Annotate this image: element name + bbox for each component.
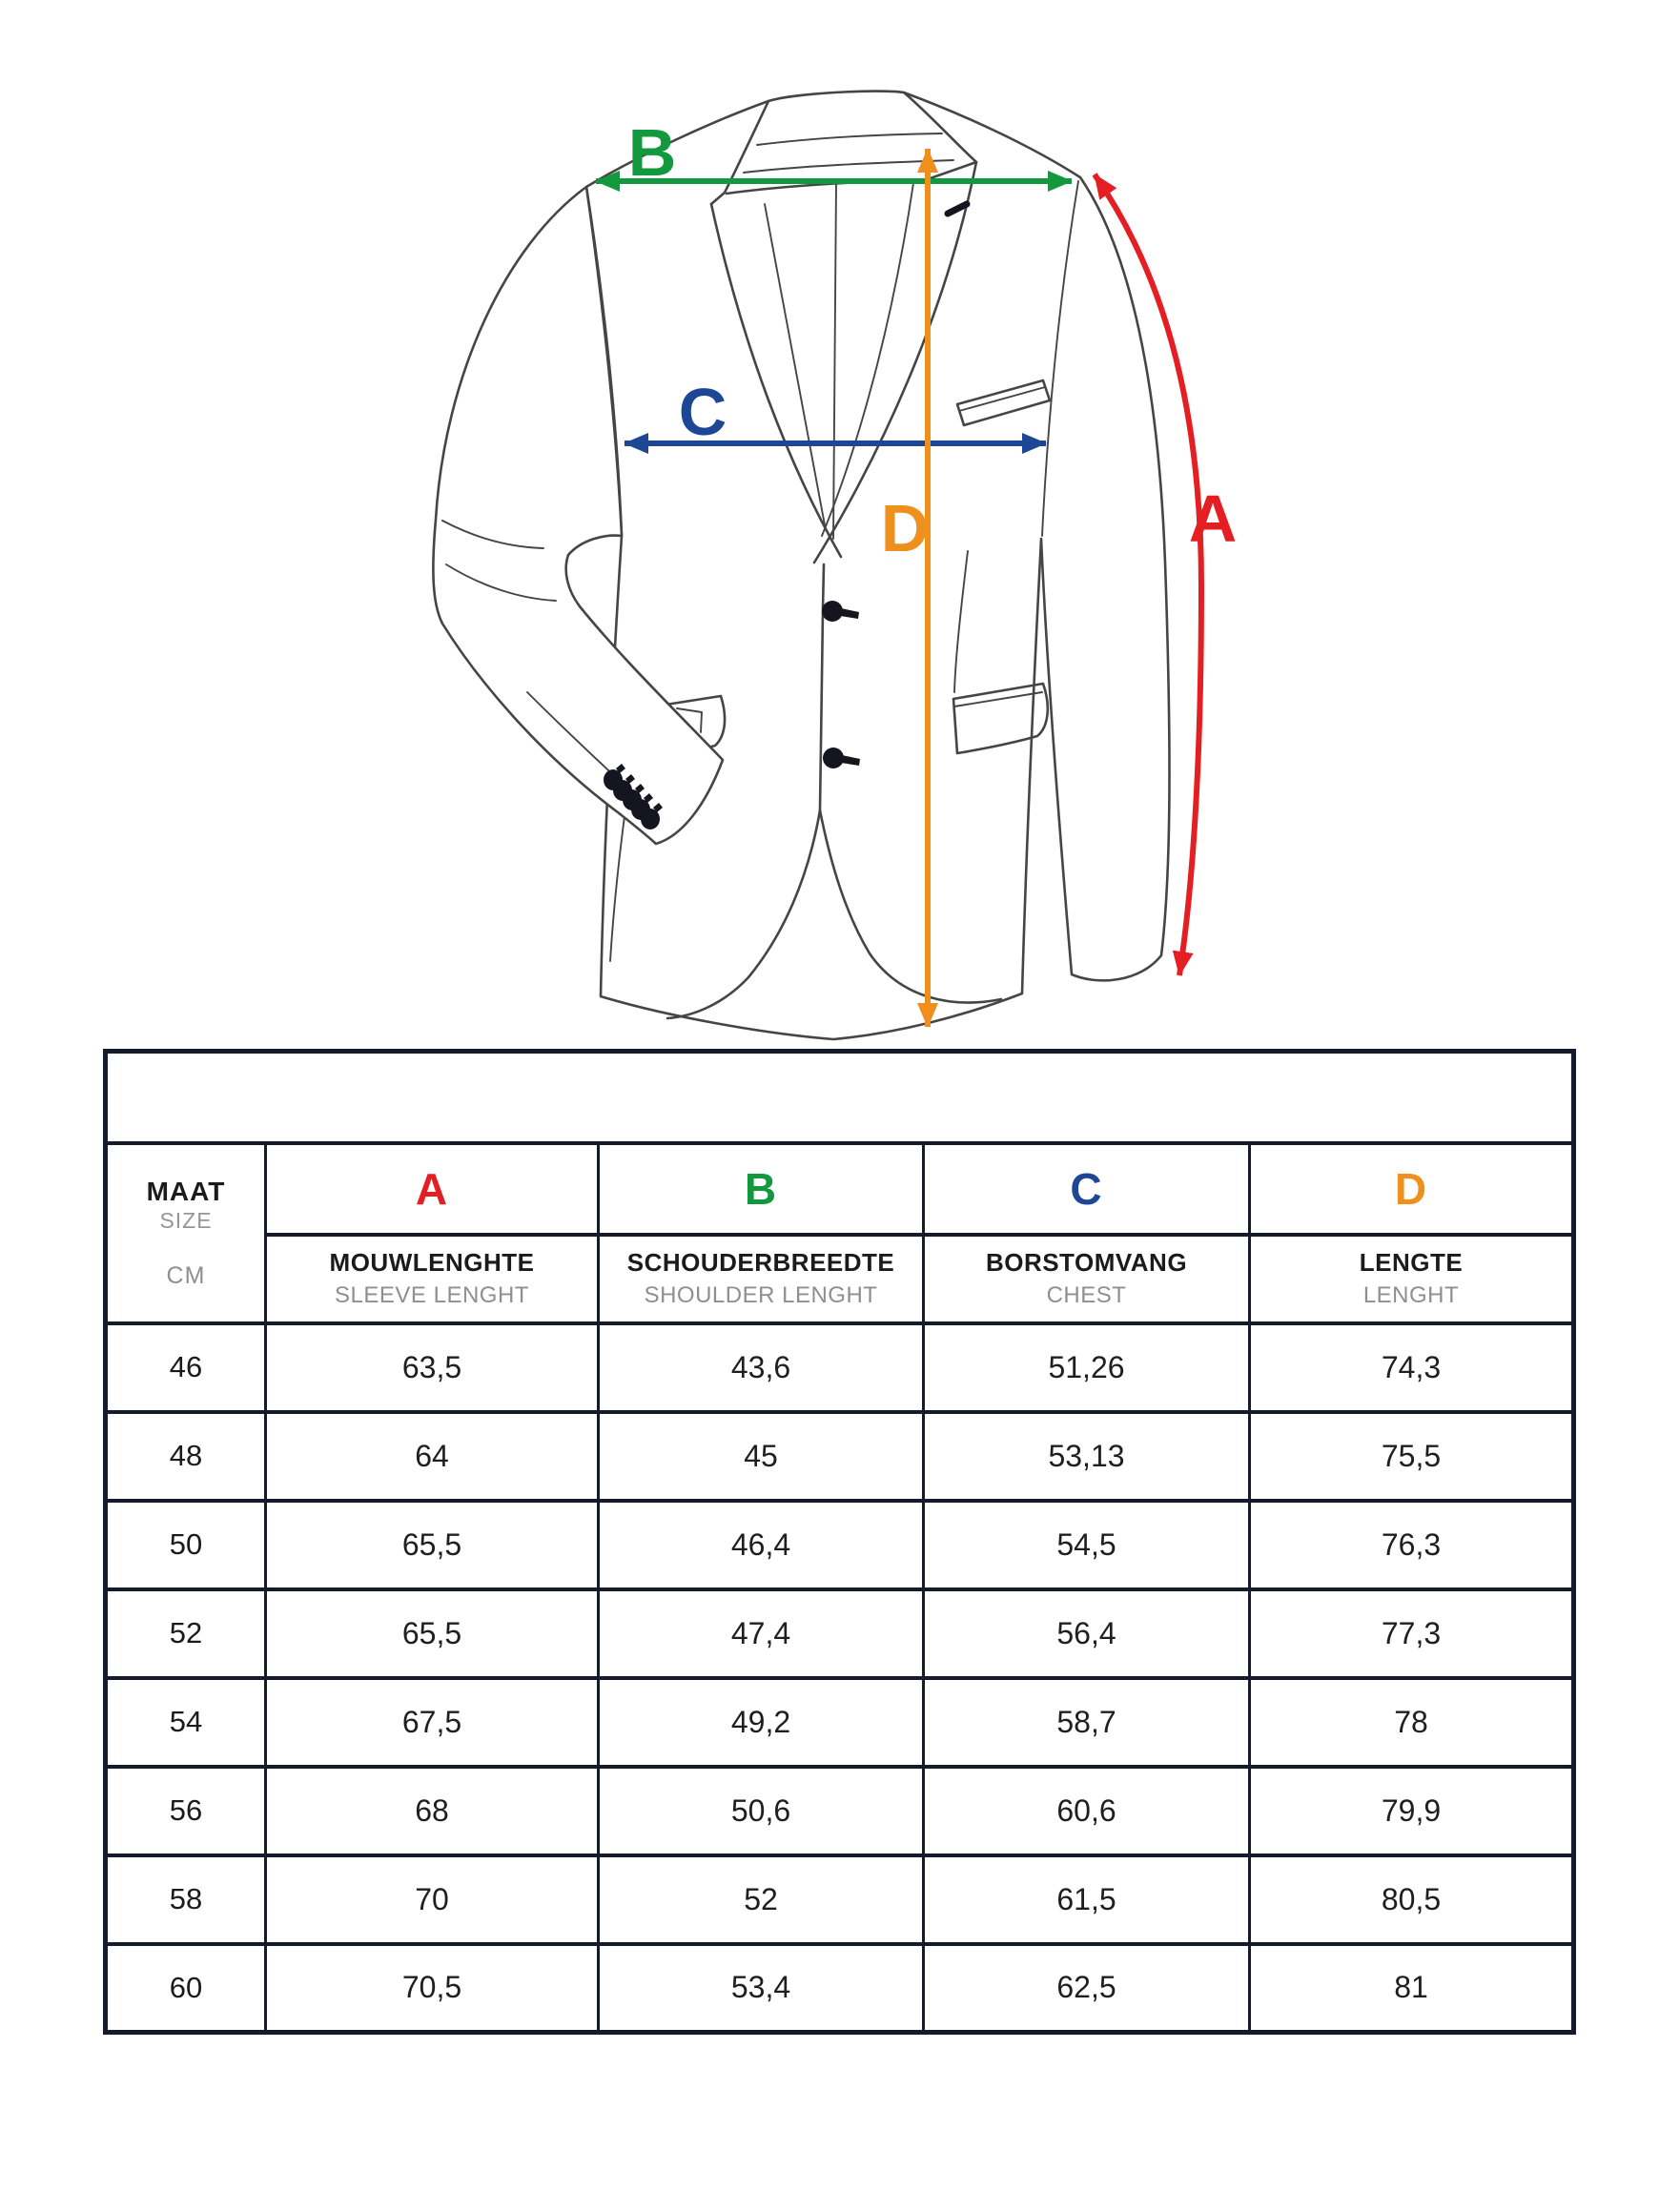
column-letter-d: D <box>1250 1143 1574 1235</box>
value-b: 45 <box>599 1412 924 1501</box>
button-top <box>822 601 843 622</box>
size-cell: 56 <box>106 1767 266 1855</box>
size-cell: 46 <box>106 1323 266 1412</box>
table-title-row <box>106 1052 1574 1143</box>
label-nl: MOUWLENGHTE <box>329 1248 535 1278</box>
label-d: D <box>880 491 930 565</box>
value-a: 70,5 <box>266 1944 599 2033</box>
value-c: 53,13 <box>924 1412 1250 1501</box>
value-b: 47,4 <box>599 1589 924 1678</box>
size-cell: 60 <box>106 1944 266 2033</box>
column-letter-a: A <box>266 1143 599 1235</box>
table-row <box>106 1589 1574 1678</box>
label-nl: LENGTE <box>1359 1248 1464 1278</box>
size-cell: 58 <box>106 1855 266 1944</box>
value-d: 75,5 <box>1250 1412 1574 1501</box>
size-cell: 54 <box>106 1678 266 1767</box>
value-a: 64 <box>266 1412 599 1501</box>
value-b: 43,6 <box>599 1323 924 1412</box>
label-en: SLEEVE LENGHT <box>335 1281 529 1308</box>
label-en: LENGHT <box>1362 1281 1460 1308</box>
size-header-subtitle: SIZE <box>159 1207 213 1233</box>
size-cell: 48 <box>106 1412 266 1501</box>
table-label-header-row <box>106 1235 1574 1323</box>
column-letter-c: C <box>924 1143 1250 1235</box>
label-c: C <box>678 375 727 449</box>
jacket-body-outline <box>586 92 1170 1039</box>
table-row <box>106 1501 1574 1589</box>
table-row <box>106 1944 1574 2033</box>
label-b: B <box>627 115 677 190</box>
value-d: 79,9 <box>1250 1767 1574 1855</box>
value-c: 51,26 <box>924 1323 1250 1412</box>
button-bottom <box>823 748 844 768</box>
value-b: 53,4 <box>599 1944 924 2033</box>
column-label-d <box>1250 1235 1574 1323</box>
value-d: 76,3 <box>1250 1501 1574 1589</box>
table-row <box>106 1323 1574 1412</box>
label-a: A <box>1188 481 1238 556</box>
label-nl: SCHOUDERBREEDTE <box>626 1248 895 1278</box>
size-table-body <box>106 1323 1574 2033</box>
value-a: 65,5 <box>266 1501 599 1589</box>
value-a: 70 <box>266 1855 599 1944</box>
value-d: 78 <box>1250 1678 1574 1767</box>
size-header-unit: CM <box>166 1262 206 1290</box>
column-letter-b: B <box>599 1143 924 1235</box>
value-b: 49,2 <box>599 1678 924 1767</box>
size-cell: 52 <box>106 1589 266 1678</box>
value-c: 54,5 <box>924 1501 1250 1589</box>
value-b: 52 <box>599 1855 924 1944</box>
value-d: 81 <box>1250 1944 1574 2033</box>
size-cell: 50 <box>106 1501 266 1589</box>
table-row <box>106 1767 1574 1855</box>
value-c: 60,6 <box>924 1767 1250 1855</box>
jacket-measurement-diagram <box>0 0 1659 1049</box>
value-d: 77,3 <box>1250 1589 1574 1678</box>
value-c: 56,4 <box>924 1589 1250 1678</box>
column-label-c <box>924 1235 1250 1323</box>
size-header-title: MAAT <box>146 1176 226 1206</box>
value-a: 65,5 <box>266 1589 599 1678</box>
table-letter-header-row <box>106 1143 1574 1235</box>
value-d: 80,5 <box>1250 1855 1574 1944</box>
value-c: 62,5 <box>924 1944 1250 2033</box>
label-en: SHOULDER LENGHT <box>644 1281 878 1308</box>
value-b: 50,6 <box>599 1767 924 1855</box>
value-a: 68 <box>266 1767 599 1855</box>
column-label-b <box>599 1235 924 1323</box>
label-en: CHEST <box>1046 1281 1127 1308</box>
value-d: 74,3 <box>1250 1323 1574 1412</box>
value-c: 58,7 <box>924 1678 1250 1767</box>
value-b: 46,4 <box>599 1501 924 1589</box>
value-a: 63,5 <box>266 1323 599 1412</box>
value-c: 61,5 <box>924 1855 1250 1944</box>
label-nl: BORSTOMVANG <box>985 1248 1188 1278</box>
table-row <box>106 1855 1574 1944</box>
size-table <box>103 1049 1576 2035</box>
jacket-drawing <box>433 92 1169 1039</box>
table-title-cell <box>106 1052 1574 1143</box>
table-row <box>106 1678 1574 1767</box>
column-label-a <box>266 1235 599 1323</box>
table-row <box>106 1412 1574 1501</box>
size-header-cell <box>106 1143 266 1323</box>
value-a: 67,5 <box>266 1678 599 1767</box>
